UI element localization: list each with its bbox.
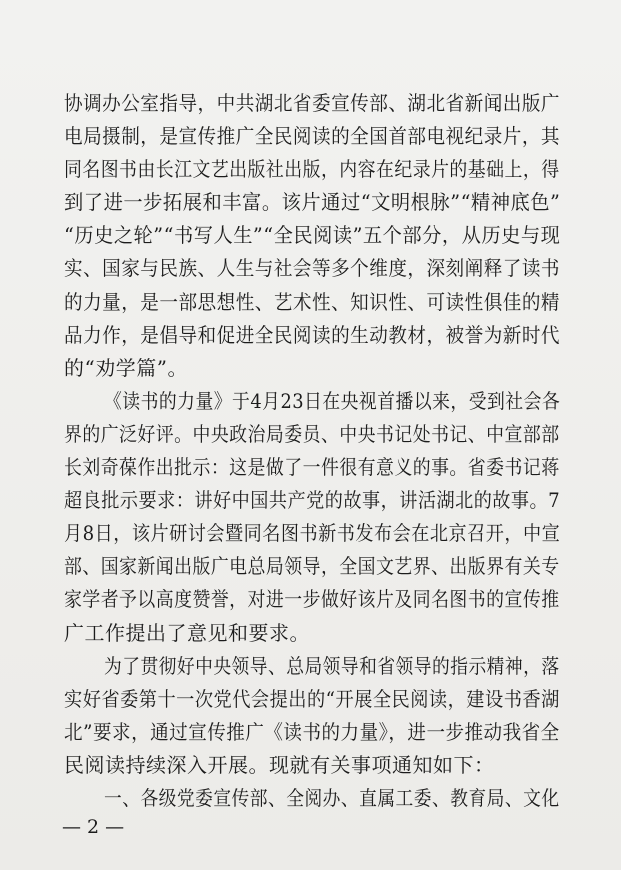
text-line: 超良批示要求：讲好中国共产党的故事，讲活湖北的故事。7 bbox=[64, 488, 561, 512]
text-line: 长刘奇葆作出批示：这是做了一件很有意义的事。省委书记蒋 bbox=[64, 455, 560, 479]
text-line: 到了进一步拓展和丰富。该片通过“文明根脉”“精神底色” bbox=[64, 190, 561, 214]
paragraph-first-line: 《读书的力量》于4月23日在央视首播以来，受到社会各 bbox=[104, 389, 561, 413]
text-line: 广工作提出了意见和要求。 bbox=[64, 621, 310, 645]
text-line: 民阅读持续深入开展。现就有关事项通知如下： bbox=[64, 753, 495, 777]
text-line: 界的广泛好评。中央政治局委员、中央书记处书记、中宣部部 bbox=[64, 422, 560, 446]
text-line: 的“劝学篇”。 bbox=[64, 356, 188, 380]
text-line: 实好省委第十一次党代会提出的“开展全民阅读，建设书香湖 bbox=[64, 687, 560, 711]
text-line: 家学者予以高度赞誉，对进一步做好该片及同名图书的宣传推 bbox=[64, 587, 560, 611]
text-line: 部、国家新闻出版广电总局领导，全国文艺界、出版界有关专 bbox=[64, 554, 560, 578]
text-line: 北”要求，通过宣传推广《读书的力量》，进一步推动我省全 bbox=[64, 720, 560, 744]
text-line: 同名图书由长江文艺出版社出版，内容在纪录片的基础上，得 bbox=[64, 157, 560, 181]
text-line: “历史之轮”“书写人生”“全民阅读”五个部分，从历史与现 bbox=[64, 223, 561, 247]
text-line: 实、国家与民族、人生与社会等多个维度，深刻阐释了读书 bbox=[64, 256, 561, 280]
text-line: 品力作，是倡导和促进全民阅读的生动教材，被誉为新时代 bbox=[64, 323, 561, 347]
text-line: 电局摄制，是宣传推广全民阅读的全国首部电视纪录片，其 bbox=[64, 124, 561, 148]
text-line: 的力量，是一部思想性、艺术性、知识性、可读性俱佳的精 bbox=[64, 290, 561, 314]
text-line: 协调办公室指导，中共湖北省委宣传部、湖北省新闻出版广 bbox=[64, 91, 561, 115]
text-line: 月8日，该片研讨会暨同名图书新书发布会在北京召开，中宣 bbox=[64, 521, 561, 545]
page-number: — 2 — bbox=[62, 816, 125, 838]
paragraph-first-line: 一、各级党委宣传部、全阅办、直属工委、教育局、文化 bbox=[104, 786, 560, 810]
paragraph-first-line: 为了贯彻好中央领导、总局领导和省领导的指示精神，落 bbox=[104, 654, 560, 678]
